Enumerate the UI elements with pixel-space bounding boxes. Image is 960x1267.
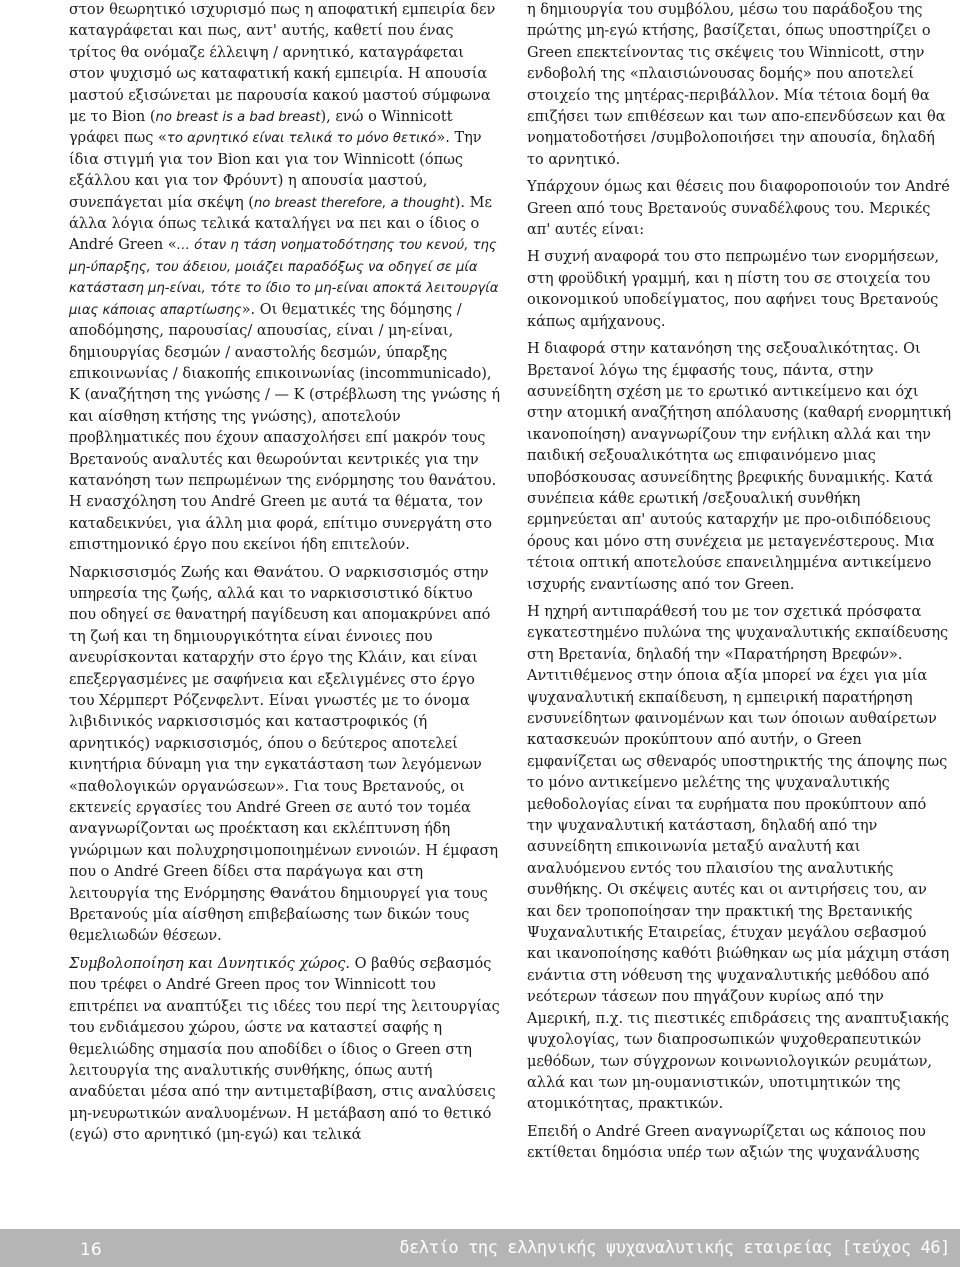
- journal-title: δελτίο της ελληνικής ψυχαναλυτικής εταιρείας [τεύχος 46]: [399, 1238, 950, 1258]
- text: ). Με άλλα λόγια όπως τελικά καταλήγει να πει και ο ίδιος ο André Green «: [69, 194, 492, 254]
- left-column: [69, 0, 501, 1153]
- text-italic: no breast is a bad breast: [155, 110, 321, 126]
- text-italic: no breast therefore, a thought: [253, 195, 455, 211]
- page-number: 16: [80, 1240, 102, 1260]
- text-italic: το αρνητικό είναι τελικά το μόνο θετικό: [166, 131, 437, 147]
- paragraph: [69, 563, 501, 948]
- paragraph: Επειδή ο André Green αναγνωρίζεται ως κάποιος που εκτίθεται δημόσια υπέρ των αξιών της ψυχανάλυσης: [527, 1123, 926, 1162]
- right-column: [527, 0, 952, 1171]
- text: ), ενώ ο Winnicott γράφει πως «: [69, 109, 453, 147]
- paragraph: Η ηχηρή αντιπαράθεσή του με τον σχετικά πρόσφατα εγκατεστημένο πυλώνα της ψυχαναλυτικής εκπαίδευσης στη Βρετανία, δηλαδή την «Παρατήρηση Βρεφών». Αντιτιθέμενος στην όποια αξία μπορεί να έχει για μία ψυχαναλυτική εκπαίδευση, η εμπειρική παρατήρηση ενσυνείδητων φαινομένων και των όποιων αυθαίρετων κατασκευών προκύπτουν από αυτήν, ο Green εμφανίζεται ως σθεναρός υποστηρικτής της άποψης πως το μόνο αντικείμενο μελέτης της ψυχαναλυτικής μεθοδολογίας είναι τα ευρήματα που προκύπτουν από την ψυχαναλυτική κατάσταση, δηλαδή από την ασυνείδητη επικοινωνία μεταξύ αναλυτή και αναλυόμενου εντός του πλαισίου της αναλυτικής συνθήκης. Οι σκέψεις αυτές και οι αντιρήσεις του, αν και δεν τροποποίησαν την πρακτική της Βρετανικής Ψυχαναλυτικής Εταιρείας, έτυχαν μεγάλου σεβασμού και ικανοποίησης καθότι βιώθηκαν ως μία μάχιμη στάση ενάντια στη νόθευση της ψυχαναλυτικής μεθόδου από νεότερων τάσεων που πηγάζουν κυρίως από την Αμερική, π.χ. τις πιεστικές επιδράσεις της αναπτυξιακής ψυχολογίας, των διαπροσωπικών ψυχοθεραπευτικών μεθόδων, των σύγχρονων κοινωνιολογικών ρευμάτων, αλλά και των μη-ουμανιστικών, υποτιμητικών της ατομικότητας, πρακτικών.: [527, 603, 950, 1113]
- text: ». Την ίδια στιγμή για τον Bion και για τον Winnicott (όπως εξάλλου και για τον Φρόυντ) η απουσία μαστού, συνεπάγεται μία σκέψη (: [69, 130, 482, 211]
- paragraph: Η συχνή αναφορά του στο πεπρωμένο των ενορμήσεων, στη φροϋδική γραμμή, και η πίστη του σε στοιχεία του οικονομικού υποδείγματος, που αφήνει τους Βρετανούς κάπως αμήχανους.: [527, 249, 940, 330]
- paragraph: [69, 0, 501, 557]
- section-title: Συμβολοποίηση και Δυνητικός χώρος.: [69, 955, 351, 972]
- text: στον θεωρητικό ισχυρισμό πως η αποφατική εμπειρία δεν καταγράφεται και πως, αντ' αυτής, καθετί που ένας τρίτος θα ονόμαζε έλλειψη / αρνητικό, καταγράφεται στον ψυχισμό ως καταφατική κακή εμπειρία. Η απουσία μαστού εξισώνεται με παρουσία κακού μαστού σύμφωνα με το Bion (: [69, 2, 496, 126]
- paragraph: [69, 954, 501, 1147]
- section-title: Ναρκισσισμός Ζωής και Θανάτου.: [69, 564, 324, 581]
- text: Ο βαθύς σεβασμός που τρέφει ο André Green προς τον Winnicott του επιτρέπει να αναπτύξει τις ιδέες του περί της λειτουργίας του ενδιάμεσου χώρου, ώστε να καταστεί σαφής η θεμελιώδης σημασία που αποδίδει ο ίδιος ο Green στη λειτουργία της αναλυτικής συνθήκης, όπως αυτή αναδύεται μέσα από την αντιμεταβίβαση, στις αναλύσεις μη-νευρωτικών αναλυομένων. Η μετάβαση από το θετικό (εγώ) στο αρνητικό (μη-εγώ) και τελικά: [69, 955, 500, 1144]
- text: ». Οι θεματικές της δόμησης / αποδόμησης, παρουσίας/ απουσίας, είναι / μη-είναι, δημιουργίας δεσμών / αναστολής δεσμών, ύπαρξης επικοινωνίας / διακοπής επικοινωνίας (incommunicado), K (αναζήτηση της γνώσης / — K (στρέβλωση της γνώσης ή και αίσθηση κτήσης της γνώσης), αποτελούν προβληματικές που έχουν απασχολήσει επί μακρόν τους Βρετανούς αναλυτές και θεωρούνται κεντρικές για την κατανόηση των πεπρωμένων της ενόρμησης του θανάτου. Η ενασχόληση του André Green με αυτά τα θέματα, τον καταδεικνύει, για άλλη μια φορά, επίτιμο συνεργάτη στο επιστημονικό έργο που εκείνοι ήδη επιτελούν.: [69, 301, 500, 554]
- paragraph: η δημιουργία του συμβόλου, μέσω του παράδοξου της πρώτης μη-εγώ κτήσης, βασίζεται, όπως υποστηρίζει ο Green επεκτείνοντας τις σκέψεις του Winnicott, στην ενδοβολή της «πλαισιώνουσας δομής» που αποτελεί στοιχείο της μητέρας-περιβάλλον. Μία τέτοια δομή θα επιζήσει των επιθέσεων και των απο-επενδύσεων και θα νοηματοδοτήσει /συμβολοποιήσει την απουσία, δηλαδή το αρνητικό.: [527, 2, 946, 168]
- text-italic: … όταν η τάση νοηματοδότησης του κενού, της μη-ύπαρξης, του άδειου, μοιάζει παραδόξως να οδηγεί σε μία κατάσταση μη-είναι, τότε το ίδιο το μη-είναι αποκτά λειτουργία μιας κάποιας απαρτίωσης: [69, 238, 499, 318]
- text: Ο ναρκισσισμός στην υπηρεσία της ζωής, αλλά και το ναρκισσιστικό δίκτυο που οδηγεί σε θανατηρή παγίδευση και απομακρύνει από τη ζωή και τη δημιουργικότητα είναι έννοιες που ανευρίσκονται καταρχήν στο έργο της Κλάιν, και είναι επεξεργασμένες με σαφήνεια και εξελιγμένες στο έργο του Χέρμπερτ Ρόζενφελντ. Είναι γνωστές με το όνομα λιβιδινικός ναρκισσισμός και καταστροφικός (ή αρνητικός) ναρκισσισμός, όπου ο δεύτερος αποτελεί κινητήρια δύναμη για την εγκατάσταση των λεγόμενων «παθολογικών οργανώσεων». Για τους Βρετανούς, οι εκτενείς εργασίες του André Green σε αυτό τον τομέα αναγνωρίζονται ως προέκταση και εκλέπτυνση ήδη γνώριμων και πολυχρησιμοποιημένων εννοιών. Η έμφαση που ο André Green δίδει στα παράγωγα και στη λειτουργία της Ενόρμησης Θανάτου δημιουργεί για τους Βρετανούς μία αίσθηση επιβεβαίωσης των δικών τους θεμελιωδών θέσεων.: [69, 564, 499, 945]
- paragraph: Η διαφορά στην κατανόηση της σεξουαλικότητας. Οι Βρετανοί λόγω της έμφασής τους, πάντα, στην ασυνείδητη σχέση με το ερωτικό αντικείμενο και όχι στην ατομική αναζήτηση απόλαυσης (καθαρή ενορμητική ικανοποίηση) αναγνωρίζουν την ενήλικη αλλά και την παιδική σεξουαλικότητα ως επιφαινόμενο μιας υποβόσκουσας ασυνείδητης βρεφικής δυναμικής. Κατά συνέπεια κάθε ερωτική /σεξουαλική συνθήκη ερμηνεύεται απ' αυτούς καταρχήν με προ-οιδιπόδειους όρους και μόνο στη συνέχεια με μεταγενέστερους. Μια τέτοια οπτική αποτελούσε επανειλημμένα αντικείμενο ισχυρής εναντίωσης από τον Green.: [527, 341, 952, 593]
- paragraph: Υπάρχουν όμως και θέσεις που διαφοροποιούν τον André Green από τους Βρετανούς συναδέλφους του. Μερικές απ' αυτές είναι:: [527, 179, 950, 239]
